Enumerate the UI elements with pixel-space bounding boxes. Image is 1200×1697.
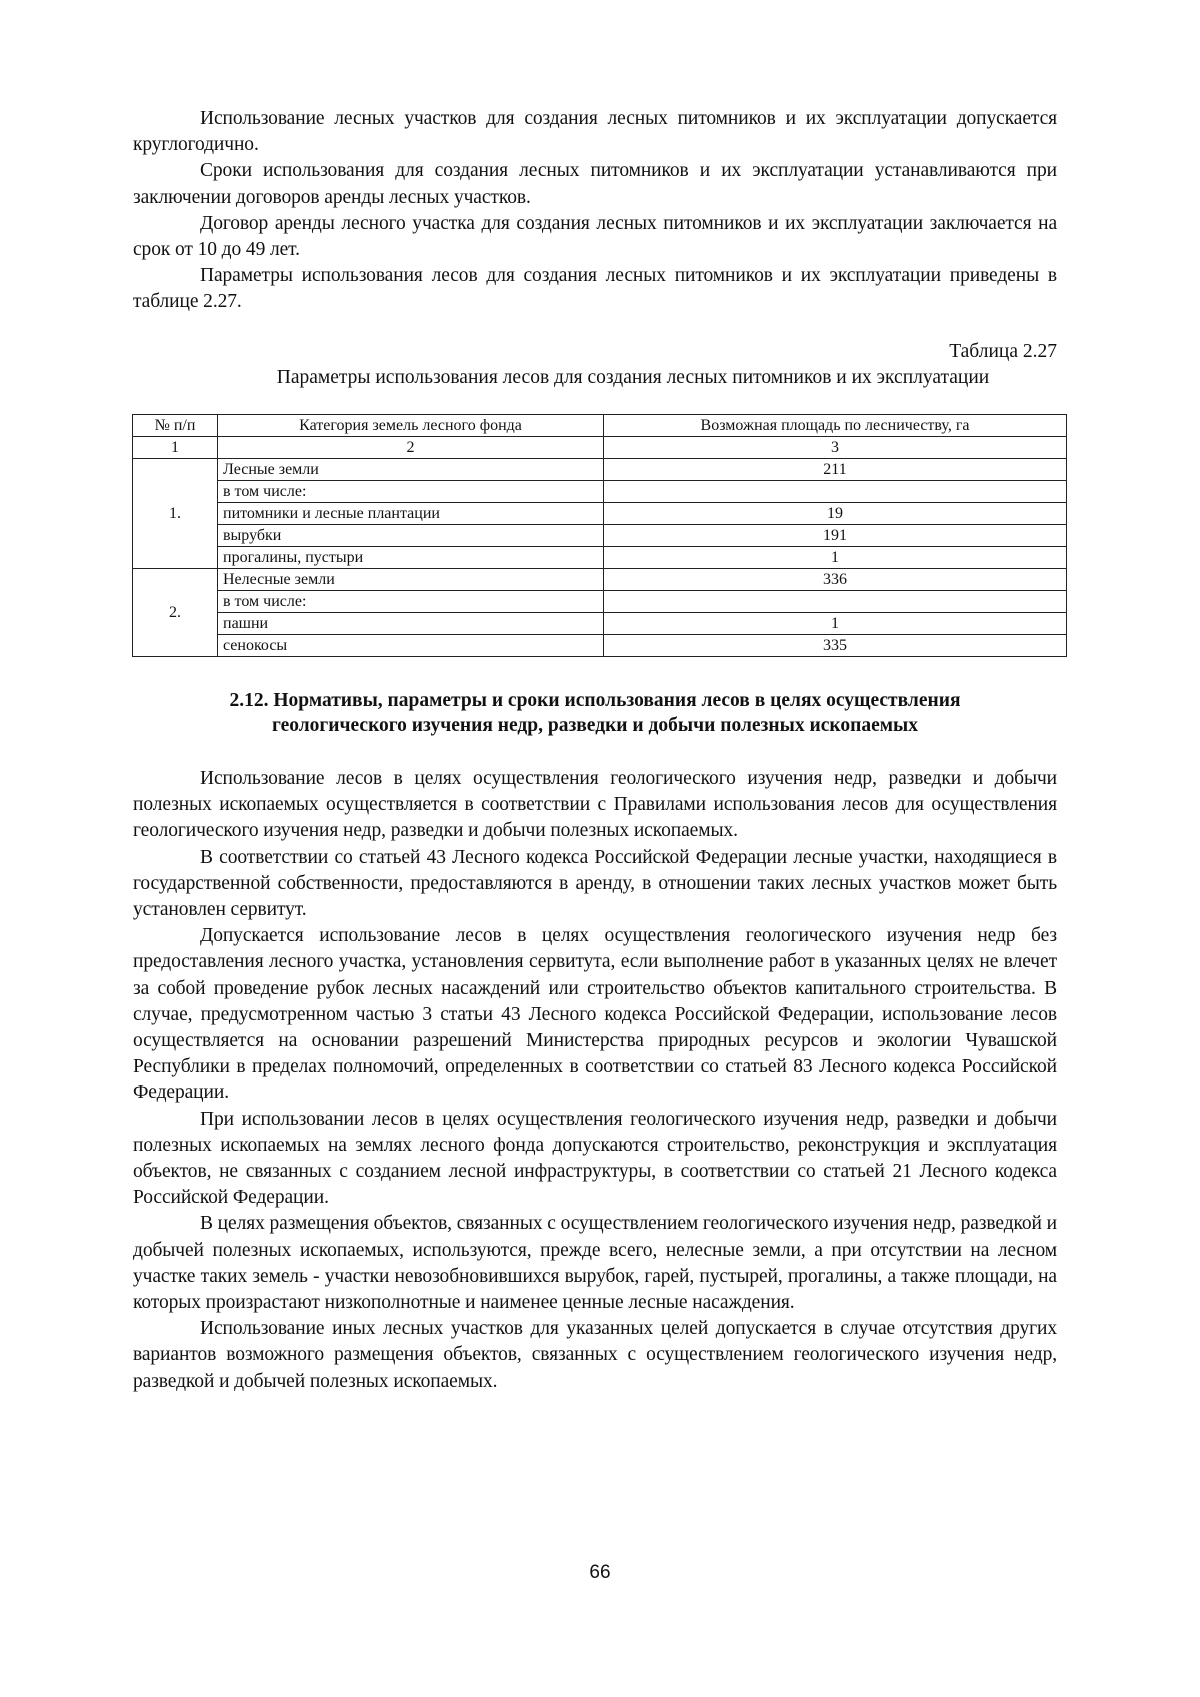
area-cell (604, 591, 1067, 613)
paragraph: В соответствии со статьей 43 Лесного кодекса Российской Федерации лесные участки, находящиеся в государственной собственности, предоставляются в аренду, в отношении таких лесных участков может быть установлен сервитут. (133, 846, 1057, 921)
category-cell: прогалины, пустыри (218, 547, 604, 569)
column-header-area: Возможная площадь по лесничеству, га (604, 415, 1067, 437)
table-row (133, 547, 1067, 569)
category-cell: Нелесные земли (218, 569, 604, 591)
category-cell: питомники и лесные плантации (218, 503, 604, 525)
table-title: Параметры использования лесов для создания лесных питомников и их эксплуатации (276, 367, 990, 388)
area-cell (604, 481, 1067, 503)
paragraph: Использование лесов в целях осуществления геологического изучения недр, разведки и добычи полезных ископаемых осуществляется в соответствии с Правилами использования лесов для осуществления геологического изучения недр, разведки и добычи полезных ископаемых. (133, 768, 1057, 842)
table-row (133, 459, 1067, 481)
paragraph: Сроки использования для создания лесных питомников и их эксплуатации устанавливаются при заключении договоров аренды лесных участков. (133, 160, 1057, 208)
column-header-number: № п/п (133, 415, 218, 437)
parameters-table (132, 414, 1067, 657)
paragraph: При использовании лесов в целях осуществления геологического изучения недр, разведки и добычи полезных ископаемых на землях лесного фонда допускаются строительство, реконструкция и эксплуатация объектов, не связанных с созданием лесной инфраструктуры, в соответствии со статьей 21 Лесного кодекса Российской Федерации. (133, 1108, 1057, 1209)
table-row (133, 481, 1067, 503)
group-number: 1. (133, 459, 218, 569)
table-row (133, 569, 1067, 591)
paragraph: Использование иных лесных участков для указанных целей допускается в случае отсутствия других вариантов возможного размещения объектов, связанных с осуществлением геологического изучения недр, разведкой и добычей полезных ископаемых. (133, 1318, 1057, 1392)
area-cell: 191 (604, 525, 1067, 547)
table-row (133, 503, 1067, 525)
table-header-row (133, 415, 1067, 437)
table-number: Таблица 2.27 (949, 341, 1057, 362)
area-cell: 211 (604, 459, 1067, 481)
category-cell: пашни (218, 613, 604, 635)
paragraph: Договор аренды лесного участка для создания лесных питомников и их эксплуатации заключается на срок от 10 до 49 лет. (133, 212, 1057, 261)
category-cell: в том числе: (218, 591, 604, 613)
paragraph: В целях размещения объектов, связанных с осуществлением геологического изучения недр, разведкой и добычей полезных ископаемых, используются, прежде всего, нелесные земли, а при отсутствии на лесном участке таких земель - участки невозобновившихся вырубок, гарей, пустырей, прогалины, а также площади, на которых произрастают низкополнотные и наименее ценные лесные насаждения. (133, 1213, 1057, 1314)
intro-text (133, 106, 1057, 316)
column-number: 3 (604, 437, 1067, 459)
column-numbers-row (133, 437, 1067, 459)
group-number: 2. (133, 569, 218, 657)
area-cell: 1 (604, 547, 1067, 569)
section-body (133, 766, 1057, 1395)
paragraph: Допускается использование лесов в целях осуществления геологического изучения недр без предоставления лесного участка, установления сервитута, если выполнение работ в указанных целях не влечет за собой проведение рубок лесных насаждений или строительство объектов капитального строительства. В случае, предусмотренном частью 3 статьи 43 Лесного кодекса Российской Федерации, использование лесов осуществляется на основании разрешений Министерства природных ресурсов и экологии Чувашской Республики в пределах полномочий, определенных в соответствии со статьей 83 Лесного кодекса Российской Федерации. (133, 925, 1057, 1104)
page-number: 66 (589, 1562, 611, 1583)
category-cell: в том числе: (218, 481, 604, 503)
area-cell: 336 (604, 569, 1067, 591)
column-number: 2 (218, 437, 604, 459)
table-row (133, 613, 1067, 635)
paragraph: Использование лесных участков для создания лесных питомников и их эксплуатации допускается круглогодично. (133, 108, 1057, 156)
table-row (133, 525, 1067, 547)
column-number: 1 (133, 437, 218, 459)
column-header-category: Категория земель лесного фонда (218, 415, 604, 437)
section-heading-line: 2.12. Нормативы, параметры и сроки использования лесов в целях осуществления (229, 690, 961, 711)
paragraph: Параметры использования лесов для создания лесных питомников и их эксплуатации приведены в таблице 2.27. (133, 265, 1057, 313)
category-cell: Лесные земли (218, 459, 604, 481)
table-row (133, 591, 1067, 613)
area-cell: 1 (604, 613, 1067, 635)
category-cell: вырубки (218, 525, 604, 547)
section-heading (133, 688, 1057, 738)
area-cell: 19 (604, 503, 1067, 525)
category-cell: сенокосы (218, 635, 604, 657)
section-heading-line: геологического изучения недр, разведки и добычи полезных ископаемых (272, 715, 918, 736)
area-cell: 335 (604, 635, 1067, 657)
table-row (133, 635, 1067, 657)
